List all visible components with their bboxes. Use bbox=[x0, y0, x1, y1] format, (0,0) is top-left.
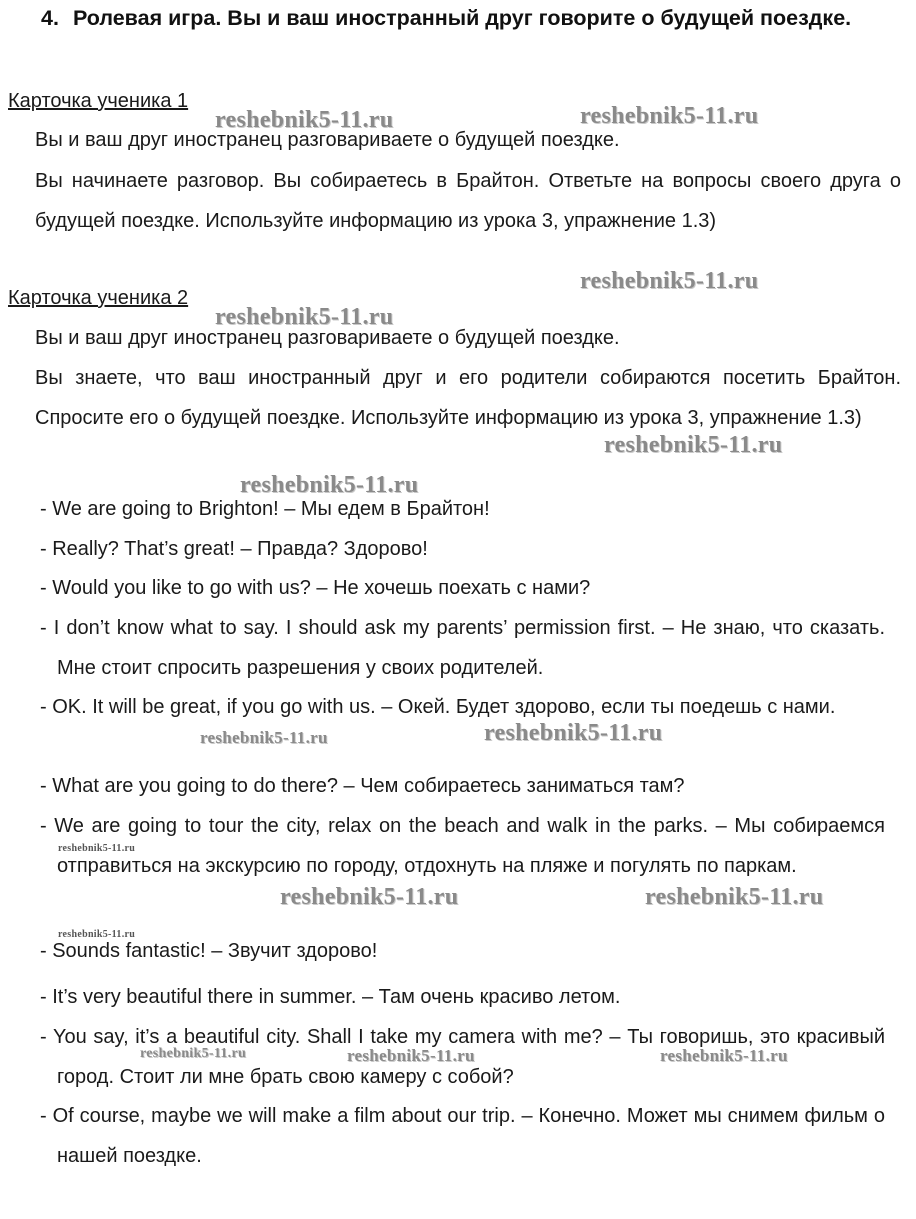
task-number: 4. bbox=[41, 6, 59, 30]
dialogue-line-1: - We are going to Brighton! – Мы едем в Брайтон! bbox=[40, 498, 490, 520]
dialogue-line-11: - Of course, maybe we will make a film about our trip. – Конечно. Может мы снимем фильм о нашей поездке. bbox=[40, 1105, 885, 1167]
dialogue-line-9: - It’s very beautiful there in summer. – Там очень красиво летом. bbox=[40, 986, 621, 1008]
watermark: reshebnik5-11.ru bbox=[215, 107, 394, 133]
task-heading bbox=[41, 6, 851, 31]
watermark: reshebnik5-11.ru bbox=[240, 472, 419, 498]
card2-line2: Вы знаете, что ваш иностранный друг и его родители собираются посетить Брайтон. Спросите его о будущей поездке. Используйте информацию из урока 3, упражнение 1.3) bbox=[35, 367, 901, 429]
dialogue-line-7: - We are going to tour the city, relax on the beach and walk in the parks. – Мы собираемся отправиться на экскурсию по городу, отдохнуть на пляже и погулять по паркам. bbox=[40, 815, 885, 877]
watermark: reshebnik5-11.ru bbox=[660, 1046, 788, 1065]
watermark: reshebnik5-11.ru bbox=[58, 843, 136, 854]
dialogue-line-4: - I don’t know what to say. I should ask my parents’ permission first. – Не знаю, что сказать. Мне стоит спросить разрешения у своих родителей. bbox=[40, 617, 885, 679]
watermark: reshebnik5-11.ru bbox=[484, 720, 663, 746]
card1-label: Карточка ученика 1 bbox=[8, 90, 189, 112]
watermark: reshebnik5-11.ru bbox=[580, 103, 759, 129]
watermark: reshebnik5-11.ru bbox=[140, 1046, 247, 1061]
watermark: reshebnik5-11.ru bbox=[215, 304, 394, 330]
task-title: Ролевая игра. Вы и ваш иностранный друг говорите о будущей поездке. bbox=[72, 6, 852, 30]
watermark: reshebnik5-11.ru bbox=[645, 884, 824, 910]
watermark: reshebnik5-11.ru bbox=[58, 929, 136, 940]
watermark: reshebnik5-11.ru bbox=[604, 432, 783, 458]
card1-line1: Вы и ваш друг иностранец разговариваете о будущей поездке. bbox=[35, 129, 620, 151]
watermark: reshebnik5-11.ru bbox=[347, 1046, 475, 1065]
dialogue-line-10: - You say, it’s a beautiful city. Shall I take my camera with me? – Ты говоришь, это красивый город. Стоит ли мне брать свою камеру с собой? bbox=[40, 1026, 885, 1088]
dialogue-line-5: - OK. It will be great, if you go with us. – Окей. Будет здорово, если ты поедешь с нами. bbox=[40, 696, 836, 718]
watermark: reshebnik5-11.ru bbox=[280, 884, 459, 910]
dialogue-line-3: - Would you like to go with us? – Не хочешь поехать с нами? bbox=[40, 577, 591, 599]
dialogue-line-8: - Sounds fantastic! – Звучит здорово! bbox=[40, 940, 378, 962]
dialogue-line-2: - Really? That’s great! – Правда? Здорово! bbox=[40, 538, 428, 560]
card2-label: Карточка ученика 2 bbox=[8, 287, 189, 309]
card1-line2: Вы начинаете разговор. Вы собираетесь в Брайтон. Ответьте на вопросы своего друга о будущей поездке. Используйте информацию из урока 3, упражнение 1.3) bbox=[35, 170, 901, 232]
watermark: reshebnik5-11.ru bbox=[580, 268, 759, 294]
watermark: reshebnik5-11.ru bbox=[200, 728, 328, 747]
dialogue-line-6: - What are you going to do there? – Чем собираетесь заниматься там? bbox=[40, 775, 685, 797]
card2-line1: Вы и ваш друг иностранец разговариваете о будущей поездке. bbox=[35, 327, 620, 349]
